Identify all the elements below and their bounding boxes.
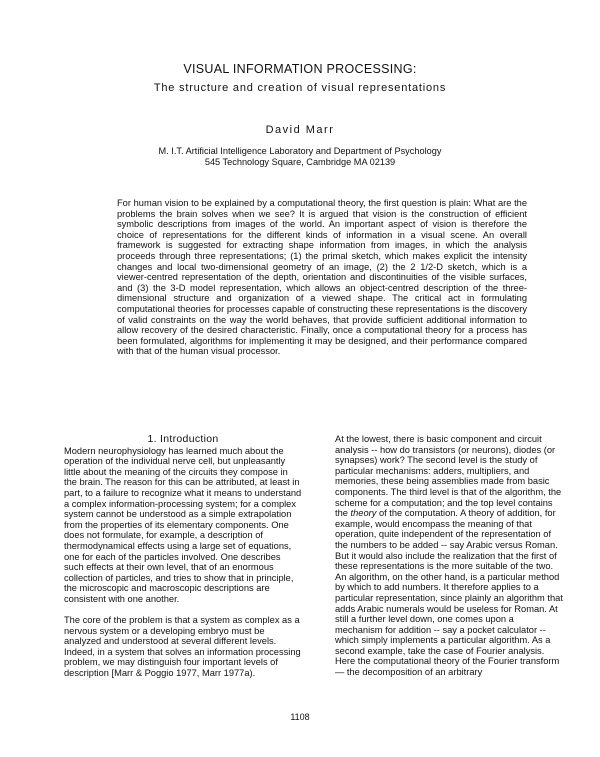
body-text-segment: of the computation. A theory of addition, for example, would encompass the meaning of that operation, quite independent of the representation of the numbers to be added -- say Arabic versus Roman. But it would also include the realization that the first of these representations is the more suitable of the two. An algorithm, on the other hand, is a particular method by which to add numbers. It therefore applies to a particular representation, since plainly an algorithm that adds Arabic numerals would be useless for Roman. At still a further level down, one comes upon a mechanism for addition -- say a pocket calculator -- which simply implements a particular algorithm. As a second example, take the case of Fourier analysis. Here the computational theory of the Fourier transform — the decomposition of an arbitrary bbox=[335, 508, 563, 678]
body-text-segment: At the lowest, there is basic component and circuit analysis -- how do transistors (or neurons), diodes (or synapses) work? The second level is the study of particular mechanisms: adders, multipliers, and memories, these being assemblies made from basic components. The third level is that of the algorithm, the scheme for a computation; and the top level contains the bbox=[335, 434, 562, 519]
author-name: David Marr bbox=[265, 124, 335, 136]
affiliation-line-1: M. I.T. Artificial Intelligence Laboratory and Department of Psychology bbox=[158, 146, 442, 156]
abstract-paragraph: For human vision to be explained by a computational theory, the first question is plain: What are the problems the brain solves when we see? It is argued that vision is the construction of efficient symbolic descriptions from images of the world. An important aspect of vision is therefore the choice of representations for the different kinds of information in a visual scene. An overall framework is suggested for extracting shape information from images, in which the analysis proceeds through three representations; (1) the primal sketch, which makes explicit the intensity changes and local two-dimensional geometry of an image, (2) the 2 1/2-D sketch, which is a viewer-centred representation of the depth, orientation and discontinuities of the visible surfaces, and (3) the 3-D model representation, which allows an object-centred description of the three-dimensional structure and organization of a viewed shape. The critical act in formulating computational theories for processes capable of constructing these representations is the discovery of valid constraints on the way the world behaves, that provide sufficient additional information to allow recovery of the desired characteristic. Finally, once a computational theory for a process has been formulated, algorithms for implementing it may be designed, and their performance compared with that of the human visual processor. bbox=[117, 198, 527, 357]
page-number: 1108 bbox=[290, 712, 310, 722]
emphasis-theory: theory bbox=[350, 508, 377, 519]
right-column bbox=[335, 434, 563, 688]
body-paragraph: The core of the problem is that a system as complex as a nervous system or a developing embryo must be analyzed and understood at several different levels. Indeed, in a system that solves an information processing problem, we may distinguish four important levels of description [Marr & Poggio 1977, Marr 1977a). bbox=[64, 615, 301, 679]
paper-title: VISUAL INFORMATION PROCESSING: bbox=[183, 62, 417, 76]
affiliation bbox=[0, 146, 600, 168]
affiliation-line-2: 545 Technology Square, Cambridge MA 02139 bbox=[204, 157, 396, 167]
body-paragraph: Modern neurophysiology has learned much about the operation of the individual nerve cell, but unpleasantly little about the meaning of the circuits they compose in the brain. The reason for this can be attributed, at least in part, to a failure to recognize what it means to understand a complex information-processing system; for a complex system cannot be understood as a simple extrapolation from the properties of its elementary components. One does not formulate, for example, a description of thermodynamical effects using a large set of equations, one for each of the particles involved. One describes such effects at their own level, that of an enormous collection of particles, and tries to show that in principle, the microscopic and macroscopic descriptions are consistent with one another. bbox=[64, 445, 302, 604]
left-column bbox=[64, 434, 302, 689]
paper-subtitle: The structure and creation of visual representations bbox=[153, 82, 447, 94]
body-paragraph bbox=[335, 434, 563, 678]
section-heading: 1. Introduction bbox=[147, 433, 219, 445]
